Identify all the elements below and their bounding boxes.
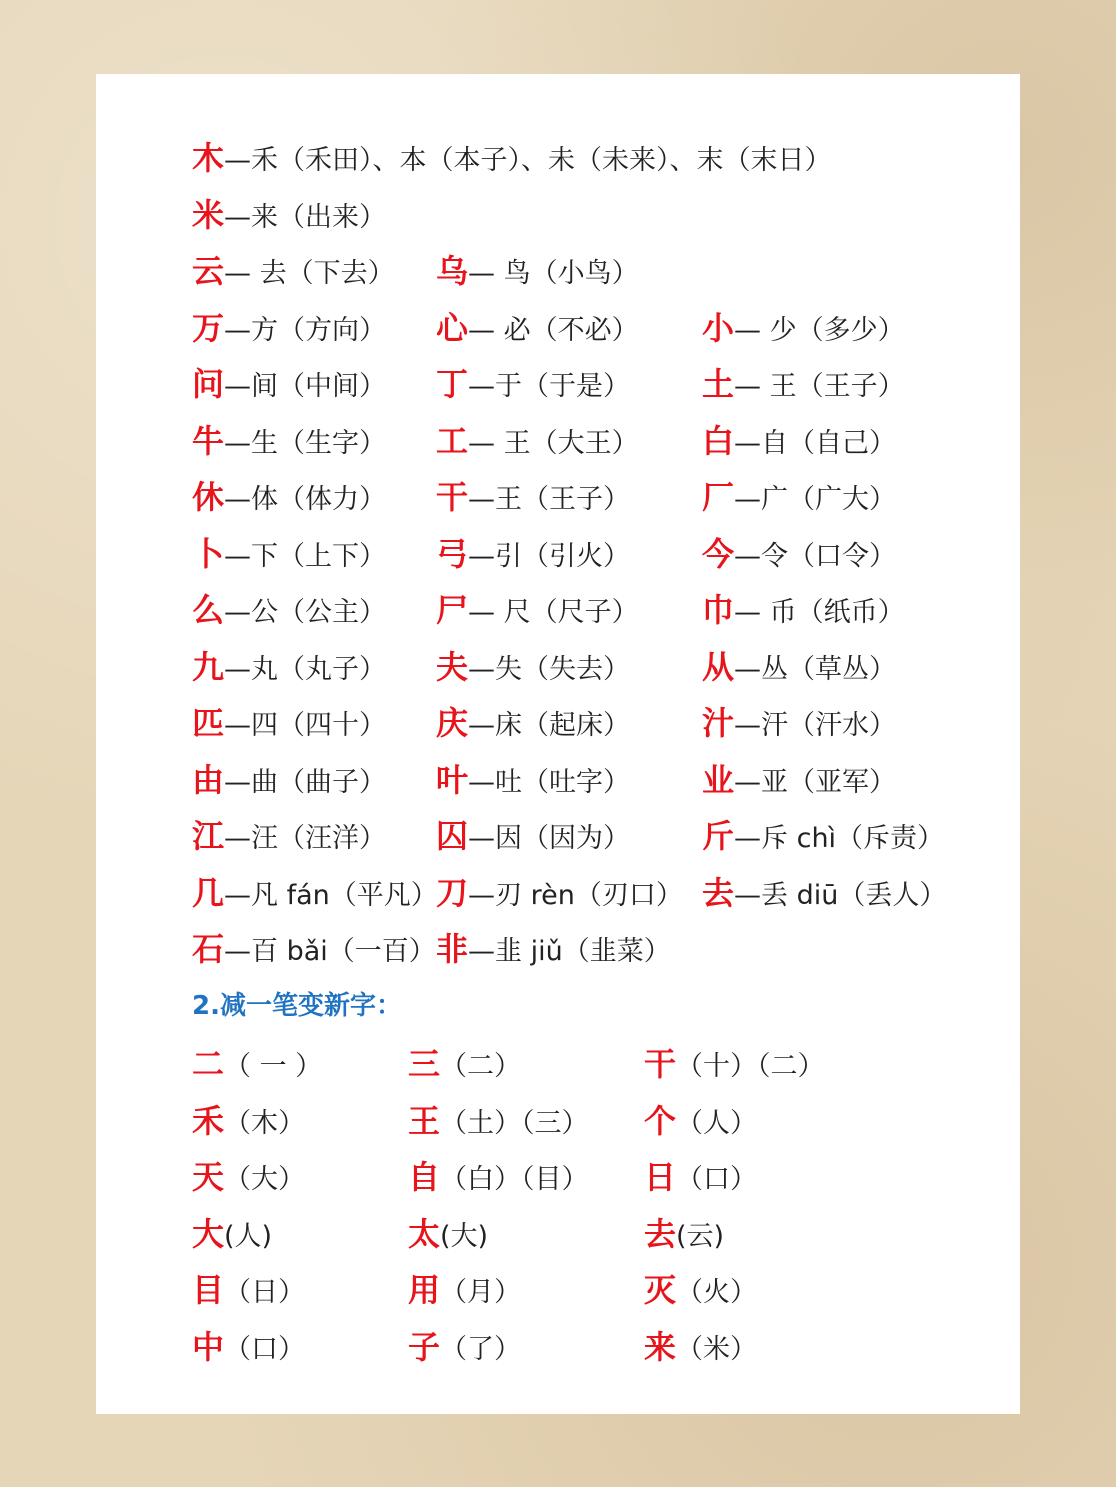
entry-cell — [644, 1323, 757, 1374]
derived-word: — 鸟（小鸟） — [468, 258, 639, 289]
entry-cell — [192, 475, 386, 522]
derived-character: （木） — [224, 1108, 306, 1139]
entry-cell — [436, 701, 630, 748]
derived-word: —禾（禾田）、本（本子）、未（未来）、末（末日） — [224, 145, 832, 176]
base-character: 心 — [436, 309, 469, 347]
derived-word: —曲（曲子） — [224, 767, 387, 798]
derived-word: —床（起床） — [468, 710, 631, 741]
entry-cell — [436, 814, 630, 861]
entry-cell — [702, 475, 896, 522]
base-character: 大 — [192, 1215, 225, 1253]
entry-cell — [192, 927, 436, 974]
entry-cell — [192, 588, 386, 635]
entry-cell — [644, 1153, 757, 1204]
entry-cell — [192, 814, 386, 861]
entry-cell — [702, 588, 905, 635]
base-character: 今 — [702, 535, 735, 573]
base-character: 巾 — [702, 591, 735, 629]
entry-cell — [702, 362, 905, 409]
entry-cell — [192, 1323, 305, 1374]
derived-word: —令（口令） — [734, 541, 897, 572]
base-character: 去 — [702, 874, 735, 912]
derived-word: — 少（多少） — [734, 315, 905, 346]
base-character: 叶 — [436, 761, 469, 799]
entry-cell — [702, 419, 896, 466]
entry-cell — [436, 927, 671, 974]
derived-word: —丢 diū（丢人） — [734, 880, 947, 911]
base-character: 三 — [408, 1045, 441, 1083]
entry-cell — [192, 1040, 322, 1091]
entry-cell — [644, 1266, 757, 1317]
derived-word: —因（因为） — [468, 823, 631, 854]
entry-cell — [702, 532, 896, 579]
entry-cell — [192, 701, 386, 748]
entry-cell — [436, 249, 639, 296]
base-character: 夫 — [436, 648, 469, 686]
derived-character: （了） — [440, 1334, 522, 1365]
derived-word: —失（失去） — [468, 654, 631, 685]
entry-cell — [436, 645, 630, 692]
derived-word: —引（引火） — [468, 541, 631, 572]
entry-cell — [192, 1210, 272, 1261]
base-character: 来 — [644, 1328, 677, 1366]
entry-cell — [408, 1097, 589, 1148]
base-character: 匹 — [192, 704, 225, 742]
derived-character: （十）（二） — [676, 1051, 825, 1082]
base-character: 汁 — [702, 704, 735, 742]
derived-character: （口） — [676, 1164, 758, 1195]
base-character: 厂 — [702, 478, 735, 516]
derived-word: — 必（不必） — [468, 315, 639, 346]
entry-cell — [436, 475, 630, 522]
base-character: 二 — [192, 1045, 225, 1083]
derived-word: —汗（汗水） — [734, 710, 897, 741]
base-character: 非 — [436, 930, 469, 968]
base-character: 由 — [192, 761, 225, 799]
entry-cell — [408, 1040, 521, 1091]
entry-cell — [644, 1210, 724, 1261]
base-character: 云 — [192, 252, 225, 290]
entry-cell — [436, 871, 683, 918]
derived-character: （月） — [440, 1277, 522, 1308]
entry-cell — [702, 814, 944, 861]
entry-cell — [436, 532, 630, 579]
entry-cell — [192, 1097, 305, 1148]
base-character: 囚 — [436, 817, 469, 855]
entry-cell — [702, 645, 896, 692]
base-character: 自 — [408, 1158, 441, 1196]
entry-cell — [192, 871, 438, 918]
entry-cell — [436, 306, 639, 353]
base-character: 中 — [192, 1328, 225, 1366]
base-character: 牛 — [192, 422, 225, 460]
base-character: 天 — [192, 1158, 225, 1196]
base-character: 太 — [408, 1215, 441, 1253]
derived-word: —凡 fán（平凡） — [224, 880, 438, 911]
entry-cell — [408, 1266, 521, 1317]
derived-word: —韭 jiǔ（韭菜） — [468, 936, 671, 967]
derived-character: （ 一 ） — [224, 1051, 323, 1082]
base-character: 卜 — [192, 535, 225, 573]
entry-cell — [408, 1323, 521, 1374]
base-character: 个 — [644, 1102, 677, 1140]
entry-cell — [192, 136, 832, 183]
derived-character: （日） — [224, 1277, 306, 1308]
entry-cell — [702, 701, 896, 748]
base-character: 白 — [702, 422, 735, 460]
base-character: 庆 — [436, 704, 469, 742]
derived-word: —方（方向） — [224, 315, 387, 346]
entry-cell — [644, 1097, 757, 1148]
base-character: 土 — [702, 365, 735, 403]
derived-word: —亚（亚军） — [734, 767, 897, 798]
derived-word: —斥 chì（斥责） — [734, 823, 945, 854]
derived-word: —丛（草丛） — [734, 654, 897, 685]
base-character: 九 — [192, 648, 225, 686]
derived-character: （火） — [676, 1277, 758, 1308]
derived-character: （白）（目） — [440, 1164, 589, 1195]
entry-cell — [192, 249, 395, 296]
derived-character: （米） — [676, 1334, 758, 1365]
derived-word: —王（王子） — [468, 484, 631, 515]
base-character: 灭 — [644, 1271, 677, 1309]
derived-character: (大) — [440, 1221, 489, 1252]
derived-word: —自（自己） — [734, 428, 897, 459]
base-character: 石 — [192, 930, 225, 968]
entry-cell — [702, 306, 905, 353]
base-character: 斤 — [702, 817, 735, 855]
derived-character: （土）（三） — [440, 1108, 589, 1139]
base-character: 用 — [408, 1271, 441, 1309]
base-character: 丁 — [436, 365, 469, 403]
entry-cell — [192, 758, 386, 805]
base-character: 刀 — [436, 874, 469, 912]
derived-word: — 尺（尺子） — [468, 597, 639, 628]
base-character: 子 — [408, 1328, 441, 1366]
derived-word: — 去（下去） — [224, 258, 395, 289]
base-character: 王 — [408, 1102, 441, 1140]
entry-cell — [192, 1266, 305, 1317]
base-character: 禾 — [192, 1102, 225, 1140]
base-character: 工 — [436, 422, 469, 460]
entry-cell — [436, 758, 630, 805]
derived-word: —生（生字） — [224, 428, 387, 459]
derived-character: （大） — [224, 1164, 306, 1195]
base-character: 日 — [644, 1158, 677, 1196]
entry-cell — [702, 871, 946, 918]
base-character: 木 — [192, 139, 225, 177]
derived-word: —体（体力） — [224, 484, 387, 515]
entry-cell — [192, 532, 386, 579]
base-character: 万 — [192, 309, 225, 347]
derived-word: —刃 rèn（刃口） — [468, 880, 683, 911]
base-character: 尸 — [436, 591, 469, 629]
base-character: 目 — [192, 1271, 225, 1309]
base-character: 江 — [192, 817, 225, 855]
entry-cell — [436, 588, 639, 635]
base-character: 去 — [644, 1215, 677, 1253]
derived-character: （口） — [224, 1334, 306, 1365]
derived-word: —汪（汪洋） — [224, 823, 387, 854]
derived-word: —间（中间） — [224, 371, 387, 402]
base-character: 乌 — [436, 252, 469, 290]
entry-cell — [408, 1210, 488, 1261]
derived-word: —四（四十） — [224, 710, 387, 741]
entry-cell — [192, 419, 386, 466]
entry-cell — [192, 1153, 305, 1204]
base-character: 米 — [192, 196, 225, 234]
derived-character: （二） — [440, 1051, 522, 1082]
base-character: 么 — [192, 591, 225, 629]
entry-cell — [644, 1040, 825, 1091]
derived-word: —广（广大） — [734, 484, 897, 515]
base-character: 休 — [192, 478, 225, 516]
derived-word: —百 bǎi（一百） — [224, 936, 436, 967]
base-character: 几 — [192, 874, 225, 912]
base-character: 问 — [192, 365, 225, 403]
derived-word: —丸（丸子） — [224, 654, 387, 685]
entry-cell — [192, 645, 386, 692]
derived-word: — 王（王子） — [734, 371, 905, 402]
entry-cell — [408, 1153, 589, 1204]
derived-character: (人) — [224, 1221, 273, 1252]
derived-word: —于（于是） — [468, 371, 631, 402]
base-character: 干 — [644, 1045, 677, 1083]
entry-cell — [436, 419, 639, 466]
entry-cell — [436, 362, 630, 409]
base-character: 干 — [436, 478, 469, 516]
derived-word: — 币（纸币） — [734, 597, 905, 628]
derived-character: (云) — [676, 1221, 725, 1252]
base-character: 小 — [702, 309, 735, 347]
derived-word: — 王（大王） — [468, 428, 639, 459]
base-character: 弓 — [436, 535, 469, 573]
derived-character: （人） — [676, 1108, 758, 1139]
derived-word: —下（上下） — [224, 541, 387, 572]
entry-cell — [702, 758, 896, 805]
entry-cell — [192, 193, 386, 240]
entry-cell — [192, 306, 386, 353]
derived-word: —公（公主） — [224, 597, 387, 628]
derived-word: —来（出来） — [224, 202, 387, 233]
derived-word: —吐（吐字） — [468, 767, 631, 798]
section-heading: 2.减一笔变新字： — [192, 991, 402, 1021]
base-character: 业 — [702, 761, 735, 799]
base-character: 从 — [702, 648, 735, 686]
entry-cell — [192, 362, 386, 409]
